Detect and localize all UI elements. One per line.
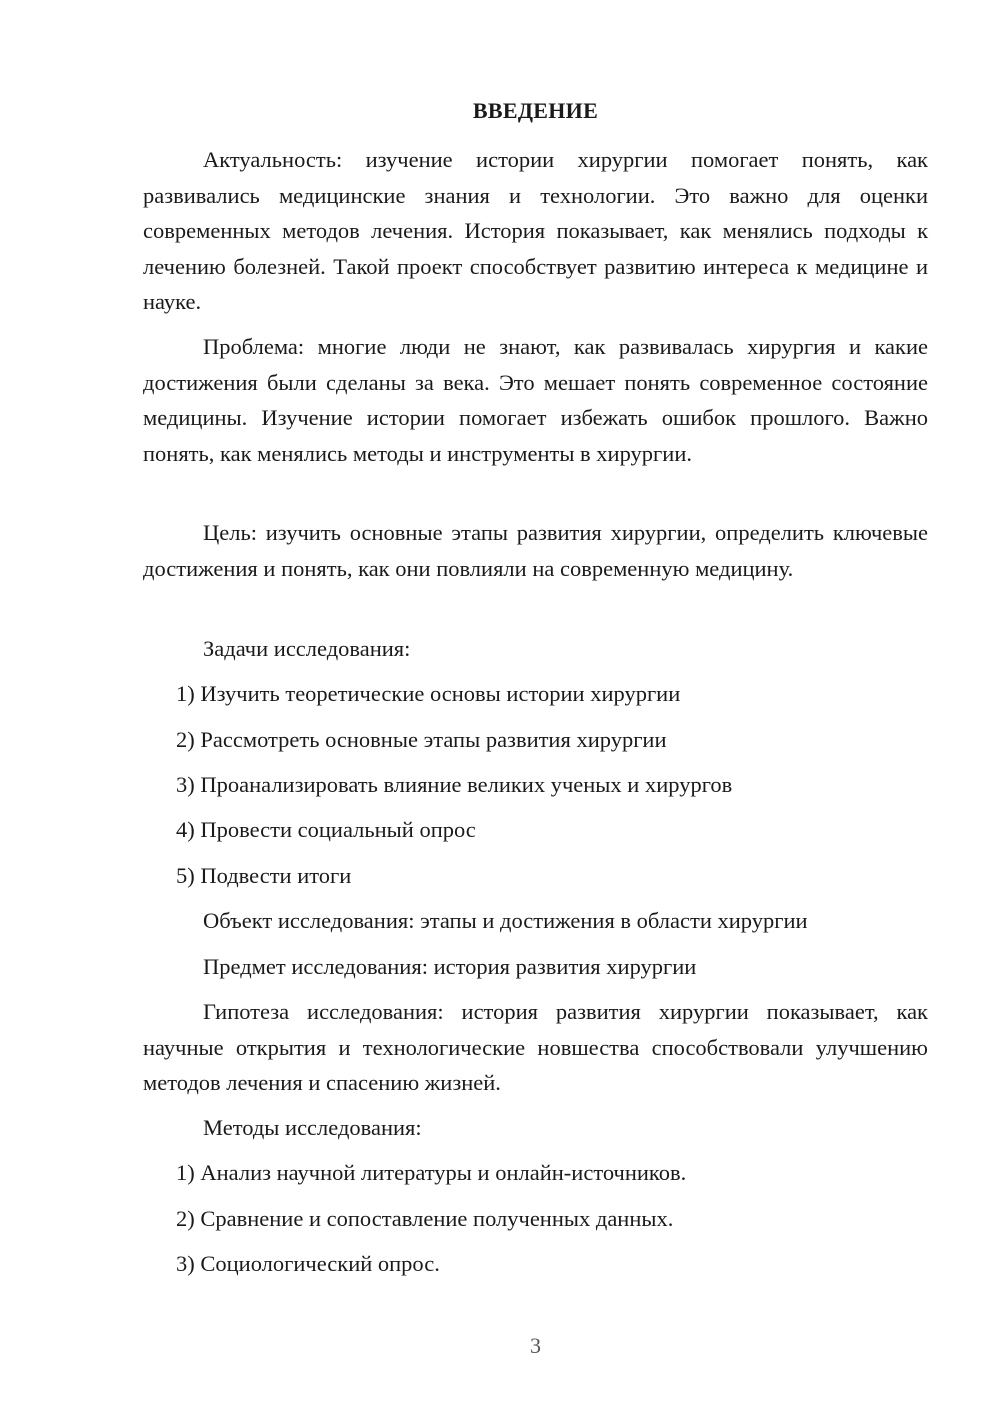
problem-paragraph: Проблема: многие люди не знают, как развивалась хирургия и какие достижения были сделаны за века. Это мешает понять современное состояние медицины. Изучение истории помогает избежать ошибок прошлого. Важно понять, как менялись методы и инструменты в хирургии.	[143, 334, 928, 466]
method-item-1: 1) Анализ научной литературы и онлайн-источников.	[176, 1160, 687, 1185]
subject-line: Предмет исследования: история развития хирургии	[203, 954, 697, 979]
method-item-3: 3) Социологический опрос.	[176, 1251, 440, 1276]
hypothesis-paragraph: Гипотеза исследования: история развития хирургии показывает, как научные открытия и технологические новшества способствовали улучшению методов лечения и спасению жизней.	[143, 999, 928, 1095]
method-item-2: 2) Сравнение и сопоставление полученных данных.	[176, 1206, 674, 1231]
task-item-2: 2) Рассмотреть основные этапы развития хирургии	[176, 727, 667, 752]
goal-paragraph: Цель: изучить основные этапы развития хирургии, определить ключевые достижения и понять, как они повлияли на современную медицину.	[143, 520, 928, 581]
task-item-4: 4) Провести социальный опрос	[176, 817, 476, 842]
section-heading: ВВЕДЕНИЕ	[472, 98, 599, 123]
methods-label: Методы исследования:	[203, 1115, 422, 1140]
task-item-3: 3) Проанализировать влияние великих ученых и хирургов	[176, 772, 733, 797]
object-line: Объект исследования: этапы и достижения в области хирургии	[203, 908, 808, 933]
task-item-5: 5) Подвести итоги	[176, 863, 352, 888]
tasks-label: Задачи исследования:	[203, 636, 411, 661]
task-item-1: 1) Изучить теоретические основы истории хирургии	[176, 681, 681, 706]
page-number: 3	[530, 1333, 541, 1358]
relevance-paragraph: Актуальность: изучение истории хирургии помогает понять, как развивались медицинские знания и технологии. Это важно для оценки современных методов лечения. История показывает, как менялись подходы к лечению болезней. Такой проект способствует развитию интереса к медицине и науке.	[143, 147, 928, 314]
